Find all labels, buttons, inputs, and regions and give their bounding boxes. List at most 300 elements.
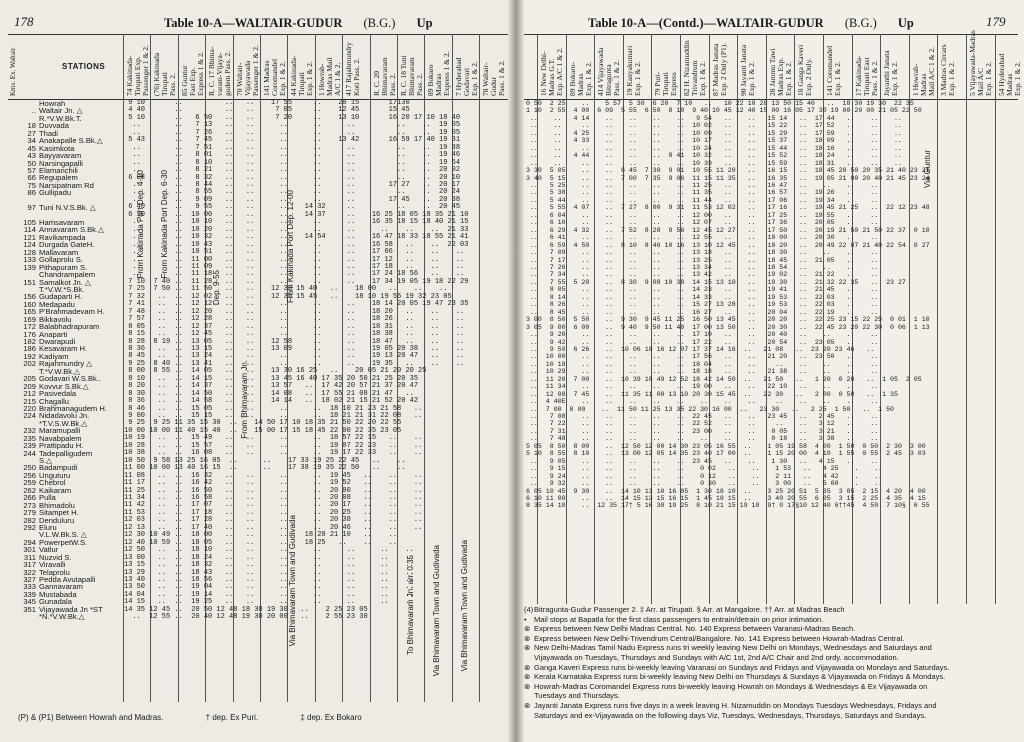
timetable-row: .. 9 42 .. .. .. .. .. 17 22 .. .. 20 54 .. 23 05 .. .. (526, 338, 879, 346)
timetable-row: 7 41 .. .. 12 12 .. .. .. .. .. 18 14 20 05 19 47 23 35 (124, 300, 469, 309)
footnote-symbol: ⊗ (524, 624, 531, 634)
train-column-header: 44 Kakinada- Tirupati Exp. 1 & 2. (289, 55, 315, 96)
station-name: Samalkot Jn. △ (39, 277, 91, 287)
train-column-header: 5 Vijayawada-Madras Mail A/C Exp. 1 & 2. (968, 30, 993, 96)
station-row (18, 189, 122, 196)
timetable-row: 4 40 .. .. .. 7 05 .. 12 45 15 45 (124, 106, 435, 115)
station-km: 250 (23, 463, 36, 473)
title-text: Table 10-A—WALTAIR-GUDUR (164, 16, 343, 30)
rotated-note: From Bhimavaram Jn. (240, 360, 249, 439)
timetable-row: 9 10 .. .. .. 17 55 .. 20 15 17130 (124, 99, 435, 107)
timetable-row: 11 17 .. .. 16 42 .. .. .. .. 19 52 .. .. .. (124, 479, 423, 488)
timetable-row: 14 35 12 45 .. 20 50 12 48 18 30 19 30 .. 2 25 23 05 (124, 605, 368, 614)
footnote-text: Saturdays and ex-Vijayawada on the following days Viz, Tuesdays, Wednesdays, Thursdays, Saturdays and Sundays. (534, 710, 927, 720)
timetable-row: 11 53 .. .. 17 18 .. .. .. .. 20 25 .. .. .. (124, 508, 423, 517)
timetable-row: .. 6 29 4 32 .. 7 52 8 28 9 56 12 45 12 27 .. 17 50 .. 20 19 21 50 21 50 22 37 0 10 (526, 226, 930, 234)
timetable-row: .. 7 09 .. .. .. .. .. 13 18 .. .. 18 30 .. .. .. .. (526, 249, 879, 257)
train-column-header: 28 Jammu Tawi Madras Exp. Exp. 1 & 2. (767, 48, 793, 96)
station-km: 266 (23, 493, 36, 503)
train-column-header: 89 Bokaro- Madras Exp. 1 & 2. (567, 61, 593, 96)
timetable-row: .. .. 10 10 .. .. .. .. .. 16 35 18 15 18 40 21 15 (124, 218, 469, 227)
train-column-header: 79 Puri- Tirupati Express (653, 71, 679, 96)
train-column-header: 141 Coromandel Exp. 1 & 2. (825, 45, 842, 96)
timetable-row: .. 5 55 4 07 .. 7 27 8 00 9 31 11 53 12 02 .. 17 16 .. 19 45 21 25 .. 22 12 23 48 (526, 204, 930, 212)
station-km: 182 (23, 337, 36, 346)
station-km: 202 (23, 359, 36, 369)
timetable-row: .. .. 10 32 .. .. .. 14 54 .. 16 47 18 33 18 55 21 41 (124, 233, 469, 242)
station-km: 97 (27, 203, 36, 213)
train-column-header: 17 Kakinada- Tirupati East Pass. 1 & 2. (853, 55, 879, 96)
station-name: Unguturu (39, 470, 71, 480)
station-km: 215 (23, 396, 36, 406)
timetable-row: 9 00 .. .. 15 15 .. .. .. .. 18 21 21 31 22 08 .. (124, 412, 423, 421)
timetable-row: 13 29 .. .. 18 43 .. .. .. .. .. .. .. (124, 568, 414, 577)
station-name: Brahmanagudem H. (39, 403, 107, 413)
timetable-row: 3 05 9 00 6 00 .. 9 40 9 50 11 40 17 00 13 50 .. 20 30 .. 22 45 23 20 22 30 0 06 1 13 (526, 323, 930, 331)
footnote-row (524, 643, 1018, 653)
timetable-row: 14 15 .. .. 19 25 .. .. .. .. .. .. .. (124, 598, 414, 607)
station-km: 165 (23, 307, 36, 317)
station-km: 239 (23, 441, 36, 451)
timetable-row: .. .. .. .. .. .. .. 10 24 .. .. 15 44 .. 18 16 .. .. .. (526, 144, 902, 152)
rotated-note: From Kakinada Port Dep. 12-00 (286, 190, 295, 303)
timetable-row: .. .. .. .. .. .. .. 10 39 .. .. 15 59 .. 18 31 .. .. .. (526, 159, 902, 167)
station-km: 156 (23, 292, 36, 302)
timetable-row: .. .. 4 33 .. .. .. .. 10 17 .. .. 15 37 .. 18 09 .. .. .. (526, 137, 902, 145)
station-name: *T.V.S.W.Bk.△ (39, 418, 88, 428)
train-column-header: R. C. 17 Bhima- varam-Vijaya- gudem Pass. 2. (207, 46, 233, 96)
station-km: 311 (23, 552, 36, 562)
train-column-header: 1 Howrah- Madras Mail A/C 1 & 2. (316, 57, 342, 96)
timetable-row: 6 08 .. 8 32 .. .. .. .. .. .. .. 20 10 (124, 173, 461, 182)
train-column-header: Jayanthi Janata Exp. 1 & 2. (882, 50, 900, 96)
footnote-symbol: (4) (524, 605, 534, 614)
station-name: P'Brahmadevam H. (39, 307, 105, 317)
timetable-row: 6 40 .. 9 55 .. .. .. 14 32 .. .. .. 20 45 (124, 203, 461, 212)
station-name: Gollaprolu S. (39, 255, 83, 265)
timetable-row: 10 50 9 58 13 25 16 05 .. .. 17 33 19 25 22 45 .. .. (124, 456, 406, 465)
footnote-row (524, 615, 1018, 625)
station-km: 351 (23, 604, 36, 614)
gauge-label: (B.G.) (844, 16, 877, 30)
rotated-note: Via Guntur (923, 150, 932, 189)
timetable-row: 9 25 8 40 .. 13 41 .. .. .. .. .. 19 35 .. .. .. (124, 359, 465, 368)
timetable-row: .. 7 17 .. .. .. .. .. 13 25 .. .. 18 45 .. 21 05 .. .. (526, 256, 879, 264)
station-km: 186 (23, 344, 36, 354)
station-km: 259 (23, 478, 36, 488)
station-name: V.L.W.Bk.S. △ (39, 530, 87, 540)
timetable-row: .. 6 04 .. .. .. .. .. 12 00 .. .. 17 25 .. 19 55 .. .. (526, 211, 879, 219)
station-name: Dwarapudi (39, 337, 76, 346)
train-column-header: 90 Jayanti Janata Exp. 1 & 2. (739, 44, 757, 96)
book-gutter (508, 0, 524, 742)
station-km: 192 (23, 351, 36, 361)
footnote: (P) & (P1) Between Howrah and Madras. (18, 713, 164, 722)
train-column-header: 70 Waltair- Vijayawada Passenger 1 & 2. (234, 45, 260, 96)
station-km: 235 (23, 433, 36, 443)
timetable-row: .. .. 9 09 .. .. .. .. .. 17 45 .. 20 38 (124, 195, 461, 204)
footnote-row (524, 605, 1018, 615)
station-km: 232 (23, 426, 36, 436)
timetable-row: .. 7 31 .. .. .. .. .. 23 00 .. .. 0 05 .. 3 21 .. .. (526, 427, 879, 435)
station-km: 176 (23, 329, 36, 339)
station-name: T.*V.W.*S.Bk. (39, 284, 85, 294)
timetable-row: 7 10 7 40 .. 11 28 .. .. .. .. .. 17 34 19 05 19 18 22 29 (124, 277, 469, 286)
timetable-row: .. 8 45 .. .. .. .. .. 16 27 .. .. 20 04 .. 22 19 .. .. (526, 308, 879, 316)
train-column-header: 414 Vijayawada Bitragunta Pass. 1 & 2. (596, 47, 622, 96)
timetable-row: .. 10 29 .. .. .. .. .. 18 18 .. .. 21 38 .. .. .. .. (526, 368, 879, 376)
timetable-row: .. .. 8 55 .. .. .. .. .. .. .. 20 24 (124, 188, 461, 197)
station-km: 66 (27, 173, 36, 183)
footnote-text: New Delhi-Madras Tamil Nadu Express runs tri weekly leaving New Delhi on Mondays, Wednesdays and Saturdays and (534, 643, 932, 653)
footnote-row (524, 663, 1018, 673)
timetable-row: .. .. 10 43 .. .. .. .. .. 16 58 .. .. 22 03 (124, 240, 469, 249)
train-column-header: 85 Guntur Fast Exp. Express 1 & 2. (179, 51, 205, 96)
train-column-header: 74 Kakinada- Tirupati Exp. Passenger 1 & 2. (125, 45, 150, 96)
train-column-header: 417 Rajahmundry Koti Pass. 2. (344, 42, 362, 96)
timetable-row: 13 15 .. .. 18 32 .. .. .. .. .. .. .. (124, 561, 414, 570)
timetable-row: .. .. 7 13 .. .. .. .. .. .. .. 19 05 (124, 121, 461, 130)
footnote-row (524, 711, 1018, 721)
timetable-row: 8 30 .. .. 14 50 .. .. 14 08 .. 17 55 21 08 21 47 .. (124, 389, 414, 398)
timetable-row: 11 34 .. .. 16 58 .. .. .. .. 20 08 .. .. .. (124, 494, 423, 503)
station-name: Viravalli (39, 560, 66, 570)
timetable-row: 7 25 7 50 .. 11 50 .. .. 12 30 15 40 .. 18 00 .. .. .. (124, 285, 448, 294)
station-name: Bikkavolu (39, 314, 72, 324)
timetable-row: 13 50 .. .. 19 04 .. .. .. .. .. .. .. (124, 583, 414, 592)
station-name: Pasivedala (39, 389, 77, 399)
timetable-row: 8 45 .. .. 13 24 .. .. .. .. .. 19 13 20 47 .. .. (124, 352, 465, 361)
train-column-header: 7 Hyderabad Godavari Exp. 1 & 2. (453, 57, 479, 96)
footnote-row (524, 634, 1018, 644)
station-name: Annavaram S.Bk.△ (39, 225, 104, 235)
footnote-symbol: ⊗ (524, 681, 531, 691)
station-km: 172 (23, 322, 36, 332)
train-column-header: 89 Bokaro Madras Express 1 & 2. (426, 51, 452, 96)
timetable-row: 11 00 10 00 13 40 16 15 .. .. 17 38 19 35 22 50 .. .. (124, 464, 406, 473)
station-name: Nuzvid S. (39, 552, 72, 562)
timetable-row: .. 9 20 .. .. .. .. .. 17 10 .. .. 20 40 .. .. .. .. (526, 331, 879, 339)
station-km: 86 (27, 188, 36, 198)
station-name: Chandrampalem (39, 270, 96, 280)
station-km: 212 (23, 389, 36, 399)
rotated-note: From Kakinada Port Dep. 6-30 (160, 170, 169, 279)
station-km: 114 (23, 225, 36, 235)
timetable-grid-right (526, 100, 1020, 600)
station-name: Telaprolu (39, 567, 70, 577)
station-name: Godavari W.S.Bk.. (39, 374, 102, 384)
timetable-row: 11 42 .. .. 17 07 .. .. .. .. 20 17 .. .. .. (124, 501, 423, 510)
footnote-symbol: ⊗ (524, 700, 531, 710)
timetable-row: .. 6 10 .. .. .. .. .. 12 07 .. .. 17 36 .. 20 05 .. .. (526, 219, 879, 227)
station-name: Bhimadolu (39, 500, 75, 510)
station-name: Tuni N.V.S.Bk. △ (39, 203, 96, 213)
station-name: Maramupalli (39, 426, 81, 436)
station-name: Elamanchili (39, 165, 78, 175)
timetable-row: .. .. 7 26 .. .. .. .. .. .. .. 19 05 (124, 128, 461, 137)
station-name: Kesavaram H. (39, 344, 88, 354)
timetable-row: 8 15 .. .. 12 45 .. .. .. .. .. 18 38 .. .. .. (124, 330, 465, 339)
station-name: Navabpalem (39, 433, 82, 443)
timetable-row: 5 43 .. 7 45 .. .. .. .. 13 42 16 59 17 40 19 31 (124, 136, 461, 145)
timetable-row: .. .. 10 51 .. .. .. .. .. 17 06 .. .. .. (124, 248, 465, 257)
timetable-row: 7 57 .. .. 12 28 .. .. .. .. .. 18 26 .. .. .. (124, 315, 465, 324)
station-km: 292 (23, 522, 36, 532)
station-km: 256 (23, 470, 36, 480)
timetable-row: 12 40 10 59 .. 18 05 .. .. .. 18 25 .. .. .. (124, 538, 398, 547)
station-name: Denduluru (39, 515, 75, 525)
timetable-grid-left (124, 100, 508, 700)
timetable-row: .. 9 50 6 26 .. 10 06 10 16 12 07 17 37 14 16 .. 21 08 .. 23 20 23 46 .. (526, 345, 875, 353)
station-km: 75 (27, 180, 36, 190)
timetable-row: 8 46 .. .. 15 05 .. .. .. .. 18 10 21 23 21 58 .. (124, 404, 423, 413)
timetable-row: .. 7 26 .. .. .. .. .. 13 34 .. .. 18 54 .. .. .. .. (526, 263, 879, 271)
footnote-row (524, 701, 1018, 711)
rotated-note: To Bhimavaram Jn. arr. 0 35 (406, 555, 415, 656)
timetable-row: 12 03 .. .. 17 28 .. .. .. .. 20 38 .. .. .. (124, 516, 423, 525)
footnote-text: Tuesdays and Thursdays. (534, 691, 620, 701)
rotated-note: Via Bhimavaram Town and Gudivada (288, 515, 297, 647)
timetable-row: .. 12 08 7 45 .. 11 35 11 00 13 10 20 30 15 45 .. 22 30 .. 2 00 0 50 .. 1 35 (526, 390, 898, 398)
station-km: 160 (23, 299, 36, 309)
footnote: † dep. Ex Puri. (205, 713, 259, 722)
station-name: Kovvur S.Bk.△ (39, 381, 89, 391)
station-name: S.△ (39, 456, 53, 465)
station-name: R.*V.W.Bk.T. (39, 113, 82, 123)
train-column-header: 141 Madras Coromandel Exp. 1 & 2. (262, 58, 287, 96)
station-km: 18 (27, 121, 36, 131)
timetable-row: .. 8 05 .. .. .. .. .. 14 23 .. .. 19 41 .. 21 45 .. .. (526, 286, 879, 294)
timetable-row: 0 50 2 25 .. 5 57 5 30 6 20 7 10 .. 10 22 10 28 13 50 15 40 .. 18 30 19 30 22 35 (526, 100, 914, 107)
timetable-row: 7 32 .. .. 12 02 .. .. 12 35 15 45 .. 18 10 19 55 19 32 23 05 (124, 292, 452, 301)
station-km: 282 (23, 515, 36, 525)
train-column-header: 78 Waltair- Gudur Pass. 1 & 2. (481, 59, 507, 96)
km-header: Kms. Ex. Waltair (9, 47, 17, 96)
station-km: 205 (23, 374, 36, 384)
timetable-row: .. .. 8 10 .. .. .. .. .. .. .. 19 54 (124, 158, 461, 167)
timetable-row: 8 00 8 55 .. 14 05 .. .. 13 30 16 25 .. 20 05 21 20 20 25 (124, 367, 427, 376)
timetable-row: 8 20 .. .. 14 37 .. .. 13 57 .. 17 42 20 57 21 37 20 47 (124, 382, 419, 391)
direction-label: Up (416, 16, 433, 30)
timetable-row: 3 40 5 15 .. .. 7 00 7 35 9 06 11 15 11 35 .. 16 35 .. 19 05 21 00 20 40 21 45 23 24 (526, 174, 930, 182)
station-name: Eluru (39, 522, 57, 532)
footnote-symbol: ⊗ (524, 643, 531, 653)
timetable-row: 6 05 10 45 9 30 .. 14 10 13 10 16 05 1 30 18 10 .. 3 25 20 51 5 35 3 05 2 15 4 20 4 00 (526, 487, 926, 495)
footnote-text: Jayanti Janata Express runs five days in a week leaving H. Nizamuddin on Mondays Tuesdays Wednesdays, Fridays and (534, 700, 937, 710)
timetable-row: 8 36 .. .. 14 58 .. .. 14 14 .. 18 02 21 15 21 52 20 42 (124, 397, 419, 406)
station-name: Chagallu (39, 396, 69, 406)
train-column-header: 54 Hyderabad Madras Exp. 1 & 2. (996, 53, 1022, 96)
timetable-row: .. 7 08 .. .. .. .. .. 22 45 .. .. 23 45 .. 2 45 .. .. (526, 413, 879, 421)
station-km: 50 (27, 158, 36, 168)
timetable-row: .. 7 48 .. .. .. .. .. .. .. .. 0 18 .. 3 38 .. .. (526, 435, 879, 443)
station-name: Vijayawada Jn *ST (39, 604, 103, 614)
footnote-row (524, 624, 1018, 634)
timetable-row: .. 9 05 .. .. .. .. .. 23 45 .. .. 1 30 .. 4 15 .. .. (526, 457, 879, 465)
station-name: Howrah (39, 99, 66, 108)
footnote-text: Express between New Delhi-Trivendrum Central/Bangalore. No. 141 Express between Howrah-Madras Central. (534, 633, 905, 643)
station-km: 345 (23, 597, 36, 607)
timetable-row: 8 10 .. .. 14 15 .. .. 13 45 16 40 17 35 20 50 21 25 20 35 (124, 374, 419, 383)
station-name: Prattipadu H. (39, 441, 84, 451)
station-km: 220 (23, 403, 36, 413)
footnote-text: Kerala Karnataka Express runs bi-weekly leaving New Delhi on Thursdays & Sundays & Vijayawada on Fridays & Mondays. (534, 672, 946, 682)
station-name: Rajahmundry △ (39, 359, 93, 369)
station-km: 294 (23, 537, 36, 547)
timetable-row: .. .. 4 14 .. .. .. .. 9 54 .. .. 15 14 .. 17 44 .. .. .. (526, 114, 902, 122)
train-column-header: 1 Howrah- Madras Mail A/C 1 & 2. (910, 47, 936, 96)
timetable-row: 10 38 .. .. 16 08 .. .. .. .. 19 17 22 33 .. .. (124, 449, 423, 458)
timetable-row: .. 8 14 .. .. .. .. .. 14 33 .. .. 19 53 .. 22 03 .. .. (526, 293, 879, 301)
train-column-header: R. C. 18 Tuni Bhimavaram Pass. 2. (399, 55, 424, 96)
timetable-row: .. 8 26 .. .. .. .. .. 15 27 13 28 .. 19 53 .. 22 03 .. .. (526, 301, 879, 309)
station-name: PowerpetW.S. (39, 537, 88, 547)
station-name: Mustabada (39, 589, 77, 599)
timetable-row: 14 04 .. .. 19 14 .. .. .. .. .. .. .. (124, 590, 414, 599)
timetable-row: 13 00 .. .. 18 24 .. .. .. .. .. .. .. (124, 553, 414, 562)
timetable-row: 8 05 .. .. 12 37 .. .. .. .. .. 18 31 .. .. .. (124, 322, 465, 331)
timetable-row: .. 5 38 .. .. .. .. .. 11 35 .. .. 16 57 .. 19 26 .. .. (526, 189, 879, 197)
station-name: Thadi (39, 128, 58, 138)
station-km: 105 (23, 218, 36, 227)
timetable-row: 10 28 .. .. 15 57 .. .. .. .. 19 07 22 23 .. .. (124, 441, 423, 450)
timetable-row: .. .. 11 18 .. .. .. .. .. 17 24 18 56 .. .. (124, 270, 465, 279)
station-name: Ravikampada (39, 232, 86, 242)
station-km: 45 (27, 143, 36, 153)
timetable-row: 8 36 .. .. 13 15 .. .. 13 09 .. .. 19 05 20 38 .. .. (124, 344, 465, 353)
station-km: 327 (23, 575, 36, 584)
timetable-row: 7 48 .. .. 12 20 .. .. .. .. .. 18 20 .. .. .. (124, 307, 465, 316)
station-name: *N.*V.W.Bk.△ (39, 612, 85, 622)
timetable-row: .. .. 7 51 .. .. .. .. .. .. .. 19 38 (124, 143, 461, 152)
timetable-row: .. 7 22 .. .. .. .. .. 22 52 .. .. .. .. 3 12 .. .. (526, 420, 879, 428)
train-column-header: 82 H. Nizamuddin Trivandrum Exp. 1 & 2. (682, 40, 707, 96)
timetable-row: .. 10 18 .. .. .. .. .. 18 04 .. .. .. .. .. .. .. (526, 360, 879, 368)
footnote-symbol: • (524, 614, 527, 624)
station-name: Gunadala (39, 597, 72, 607)
page-number-left: 178 (14, 14, 34, 29)
station-name: Kasimkota (39, 143, 75, 153)
station-km: 279 (23, 508, 36, 518)
station-name: Nidadavolu Jn. (39, 411, 90, 421)
station-km: 209 (23, 381, 36, 391)
station-name: Anakapalle S.Bk.△ (39, 136, 103, 146)
train-column-header: R. C. 20 Bhimavaram Pass. 2. (371, 57, 397, 96)
rotated-note: Dep. 9-55 (212, 270, 221, 306)
station-name: Narsipatnam Rd (39, 180, 94, 190)
station-name: Badampudi (39, 463, 78, 473)
station-name: Mallavaram (39, 247, 79, 257)
station-name: T.*V.W.Bk.△ (39, 366, 81, 376)
station-km: 27 (27, 128, 36, 138)
footnote-row (524, 691, 1018, 701)
timetable-row: .. 9 24 .. .. .. .. .. 0 12 .. .. 2 11 .. 4 42 .. .. (526, 472, 883, 480)
timetable-row: .. .. 4 25 .. .. .. .. 10 09 .. .. 15 29 .. 17 59 .. .. .. (526, 129, 902, 137)
footnote-row (524, 672, 1018, 682)
timetable-row: 3 00 8 50 5 50 .. 9 30 9 45 11 25 16 50 13 45 .. 20 20 .. 22 25 23 15 22 25 0 01 1 10 (526, 316, 930, 324)
station-km: 273 (23, 500, 36, 510)
footnote-symbol: ⊗ (524, 633, 531, 643)
timetable-row: .. 11 34 .. .. .. .. .. 19 00 .. .. 22 10 .. .. .. .. (526, 383, 879, 391)
station-list (18, 100, 122, 621)
station-km: 333 (23, 582, 36, 592)
timetable-row: 5 10 .. 6 50 .. .. 7 20 .. 13 10 16 20 17 10 18 40 (124, 113, 461, 122)
timetable-row: .. 7 34 .. .. .. .. .. 13 42 .. .. 19 02 .. 21 22 .. .. (526, 271, 879, 279)
station-row (18, 613, 122, 620)
rotated-note: Via Bhimavaram Town and Gudivada (460, 540, 469, 672)
timetable-row: .. 5 44 .. .. .. .. .. 11 44 .. .. 17 06 .. 19 34 .. .. (526, 196, 879, 204)
station-km: 128 (23, 247, 36, 257)
station-name: Hamsavaram (39, 218, 85, 227)
page-title-left (164, 16, 433, 31)
timetable-row: 11 08 .. .. 16 32 .. .. .. .. 19 45 .. .. .. (124, 471, 423, 480)
station-km: 121 (23, 232, 36, 242)
station-name: Waltair Jn. △ (39, 106, 83, 116)
station-name: Durgada GateH. (39, 240, 95, 250)
timetable-row: 5 10 8 55 8 10 .. 13 00 12 05 14 35 23 40 17 00 .. 1 15 20 00 4 10 1 55 0 55 2 45 3 03 (526, 450, 926, 458)
station-name: Gannavaram (39, 582, 83, 592)
footnote-text: Mail stops at Bapatla for the first class passengers to entrain/detrain on prior intimation. (534, 614, 824, 624)
timetable-row: 8 35 14 10 .. 12 35 17† 5 16 30 19 25 8 10 21 15 19 10 9† 0 17§10 12 40 6††45 4 50 7 10§ 6 55 (526, 502, 930, 510)
station-km: 43 (27, 151, 36, 161)
timetable-row: 12 13 .. .. 17 40 .. .. .. .. 20 46 .. .. .. (124, 523, 423, 532)
timetable-row: 11 25 .. .. 16 50 .. .. .. .. 20 00 .. .. .. (124, 486, 423, 495)
station-km: 133 (23, 255, 36, 265)
station-name: Gudaparti H. (39, 292, 83, 302)
footnote-row (524, 682, 1018, 692)
timetable-row: .. 9 15 .. .. .. .. .. 0 02 .. .. 1 53 .. 4 25 .. .. (526, 465, 883, 473)
station-km: 244 (23, 448, 36, 458)
station-km: 301 (23, 545, 36, 555)
station-km: 57 (27, 165, 36, 175)
footnote: ‡ dep. Ex Bokaro (300, 713, 362, 722)
footnote-text: Vijayawada on Tuesdays, Thursdays and Sundays with A/C 1st, 2nd A/C Chair and 2nd ordy. accommodation. (534, 652, 899, 662)
timetable-row: .. 7 00 8 00 .. 11 50 11 25 13 35 22 30 16 00 .. 23 30 .. 2 25 1 50 .. 1 50 (526, 405, 894, 413)
page-title-right (588, 16, 914, 31)
station-name: Narsingapalli (39, 158, 83, 168)
station-name: Kaikaram (39, 485, 72, 495)
station-km: 317 (23, 560, 36, 570)
train-column-header: 16 New Delhi- Madras G.T. Exp. A/C 1 & 2. (539, 47, 564, 96)
station-name: Pithapuram S. (39, 262, 88, 272)
station-km: 224 (23, 411, 36, 421)
station-km: 322 (23, 567, 36, 577)
timetable-row: .. 4 40E .. .. .. .. .. .. .. .. .. .. .. .. .. (526, 398, 879, 406)
stations-header: STATIONS (62, 62, 106, 71)
timetable-row: 5 05 8 50 8 00 .. 12 50 12 00 14 30 23 05 16 55 .. 1 05 19 58 4 00 1 50 0 50 2 30 3 00 (526, 442, 926, 450)
footnote-text: Express between New Delhi Madras Central. No. 140 Express between Varanasi-Madras Beach. (534, 624, 856, 634)
station-km: 151 (23, 277, 36, 287)
timetable-row: .. .. 4 44 .. .. .. 8 41 10 32 .. .. 15 52 .. 18 24 .. .. .. (526, 152, 902, 160)
station-name: Vatlur (39, 545, 59, 555)
station-name: Balabhadrapuram (39, 322, 100, 332)
station-name: Pedda Avutapalli (39, 575, 96, 584)
timetable-row: .. 6 59 4 50 .. 8 10 8 46 10 16 13 10 12 45 .. 18 20 .. 20 49 22 07 21 40 22 54 0 27 (526, 241, 930, 249)
gauge-label: (B.G.) (363, 16, 396, 30)
timetable-row: .. 9 32 .. .. .. .. .. 0 30 .. .. 3 00 .. 5 00 .. .. (526, 480, 883, 488)
train-column-header: 19 Kanyakumari Exp. 1 & 2. (624, 45, 642, 96)
timetable-row: 10 19 .. .. 15 49 .. .. .. .. 18 57 22 15 .. .. (124, 434, 423, 443)
station-row (18, 450, 122, 457)
station-name: Gullipadu (39, 188, 72, 198)
station-name: Tadepalligudem (39, 448, 93, 458)
rotated-note: From Kakinada Port Dep. 4-10 (136, 170, 145, 279)
direction-label: Up (897, 16, 914, 30)
timetable-row: 10 00 10 00 11 40 15 40 .. 15 00 17 15 18 45 22 00 22 35 23 05 (124, 426, 402, 435)
timetable-row: .. 10 00 .. .. .. .. .. 17 56 .. .. 21 20 .. 23 50 .. .. (526, 353, 879, 361)
footnote-text: Ganga Kaveri Express runs bi-weekly leaving Varanasi on Sundays and Fridays and Vijayawada on Mondays and Saturdays. (534, 662, 950, 672)
timetable-row: .. .. .. .. .. .. .. 10 02 .. .. 15 22 .. 17 52 .. .. .. (526, 122, 902, 130)
